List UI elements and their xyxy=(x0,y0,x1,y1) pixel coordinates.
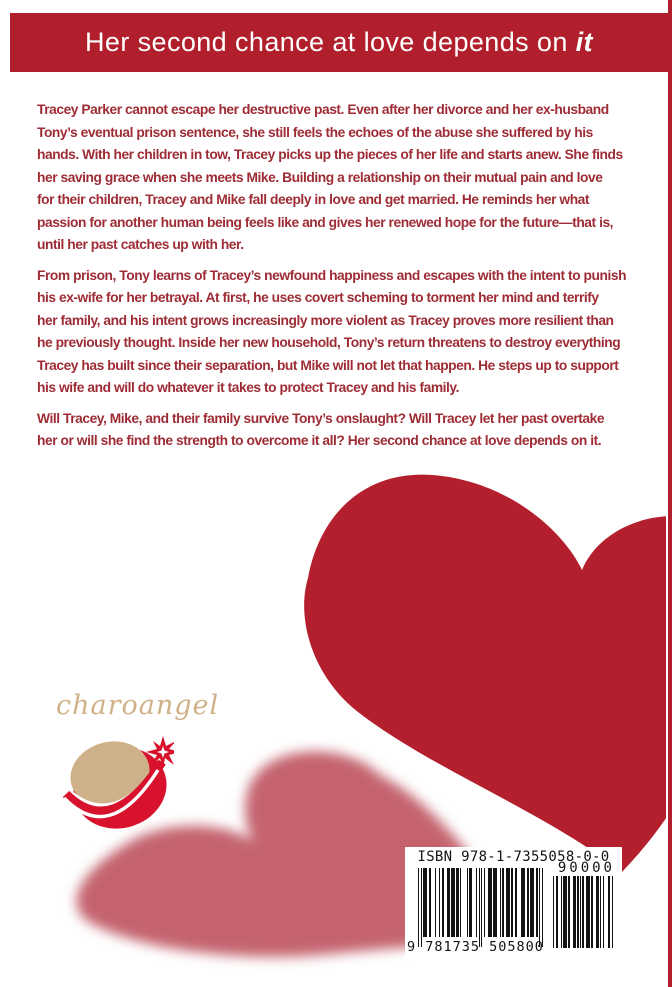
barcode-bar xyxy=(476,868,477,937)
barcode-bar xyxy=(435,868,436,937)
synopsis-line: hands. With her children in tow, Tracey picks up the pieces of her life and starts anew. She finds xyxy=(37,147,623,162)
barcode-bar xyxy=(553,876,554,948)
isbn-text: ISBN 978-1-7355058-0-0 xyxy=(417,849,610,865)
synopsis-line: her or will she find the strength to overcome it all? Her second chance at love depends on it. xyxy=(37,433,602,448)
barcode-bar xyxy=(527,868,528,937)
barcode-bar xyxy=(561,876,562,948)
supplement-bars xyxy=(553,876,614,948)
synopsis-paragraph xyxy=(37,265,649,400)
synopsis-line: Tracey Parker cannot escape her destructive past. Even after her divorce and her ex-husband xyxy=(37,102,609,117)
barcode-bar xyxy=(591,876,592,948)
tagline-emphasis: it xyxy=(575,27,593,57)
barcode-bar xyxy=(421,868,422,947)
synopsis-line: until her past catches up with her. xyxy=(37,237,244,252)
barcode-bar xyxy=(500,868,501,937)
barcode-bar xyxy=(603,876,604,948)
barcode-bar xyxy=(536,868,537,937)
tagline-text: Her second chance at love depends on xyxy=(85,27,576,57)
synopsis-text xyxy=(37,99,649,461)
barcode-bar xyxy=(429,868,432,937)
barcode-bar xyxy=(511,868,512,937)
publisher-logo xyxy=(62,736,174,832)
barcode-bar xyxy=(563,876,567,948)
barcode-bar xyxy=(467,868,468,937)
barcode-bar xyxy=(580,876,581,948)
barcode-bar xyxy=(568,876,569,948)
barcode-bar xyxy=(484,868,485,937)
barcode-bar xyxy=(493,868,497,937)
barcode-bar xyxy=(521,868,525,937)
barcode-bar xyxy=(423,868,427,937)
barcode-bar xyxy=(573,876,576,948)
synopsis-paragraph xyxy=(37,408,649,453)
tagline-banner xyxy=(10,13,668,72)
synopsis-line: for their children, Tracey and Mike fall deeply in love and get married. He reminds her what xyxy=(37,192,590,207)
barcode-bar xyxy=(442,868,445,937)
barcode-bar xyxy=(460,868,461,937)
barcode-bar xyxy=(600,876,601,948)
barcode-bar xyxy=(515,868,516,937)
barcode-price-code: 90000 xyxy=(557,860,615,876)
barcode-bar xyxy=(506,868,510,937)
synopsis-line: Tony’s eventual prison sentence, she still feels the echoes of the abuse she suffered by his xyxy=(37,124,593,140)
barcode-bar xyxy=(608,876,611,948)
barcode-bar xyxy=(451,868,455,937)
barcode-bar xyxy=(586,876,590,948)
synopsis-line: passion for another human being feels like and gives her renewed hope for the future—that is, xyxy=(37,214,614,230)
barcode-bar xyxy=(469,868,472,937)
barcode-bar xyxy=(479,868,480,947)
barcode-digits: 9 781735 505800 xyxy=(407,939,544,955)
barcode-bar xyxy=(556,876,559,948)
synopsis-line: his wife and will do whatever it takes to protect Tracey and his family. xyxy=(37,380,460,395)
barcode-bar xyxy=(577,876,578,948)
synopsis-line: his ex-wife for her betrayal. At first, he uses covert scheming to torment her mind and terrify xyxy=(37,290,599,305)
synopsis-line: From prison, Tony learns of Tracey’s newfound happiness and escapes with the intent to punish xyxy=(37,267,627,283)
barcode-bar xyxy=(488,868,492,937)
barcode-bar xyxy=(447,868,450,937)
synopsis-paragraph xyxy=(37,99,649,257)
page-edge-strip xyxy=(668,0,672,987)
synopsis-line: Will Tracey, Mike, and their family survive Tony’s onslaught? Will Tracey let her past overtake xyxy=(37,410,605,426)
barcode-bar xyxy=(418,868,419,947)
barcode-bar xyxy=(439,868,440,937)
synopsis-line: Tracey has built since their separation, but Mike will not let that happen. He steps up to support xyxy=(37,357,619,373)
synopsis-line: her family, and his intent grows increasingly more violent as Tracey proves more resilient than xyxy=(37,312,614,328)
barcode-bar xyxy=(596,876,599,948)
barcode-bar xyxy=(539,868,540,947)
barcode-bar xyxy=(612,876,613,948)
barcode-bar xyxy=(502,868,503,937)
barcode-bar xyxy=(481,868,482,947)
barcode-bar xyxy=(542,868,543,947)
barcode-bar xyxy=(456,868,459,937)
ean13-bars xyxy=(418,868,544,947)
barcode-bar xyxy=(530,868,534,937)
publisher-wordmark: charoangel xyxy=(56,690,220,721)
synopsis-line: her saving grace when she meets Mike. Building a relationship on their mutual pain and love xyxy=(37,169,603,185)
synopsis-line: he previously thought. Inside her new household, Tony’s return threatens to destroy everything xyxy=(37,335,621,350)
isbn-barcode-box xyxy=(405,847,622,961)
barcode-bar xyxy=(582,876,583,948)
